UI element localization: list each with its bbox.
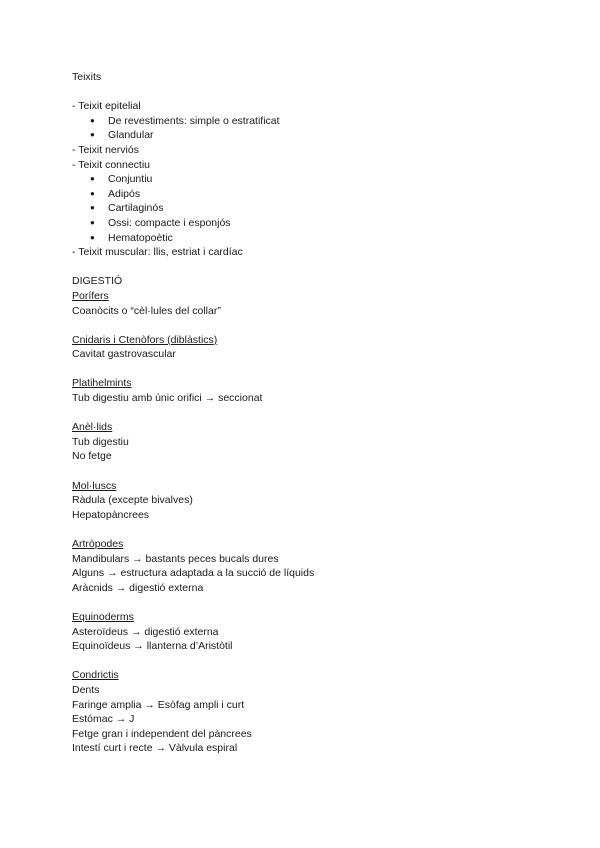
document-title: Teixits xyxy=(72,71,102,83)
group-heading: Porífers xyxy=(72,289,109,302)
group-heading: Mol·luscs xyxy=(72,479,117,492)
group-heading: Equinoderms xyxy=(72,610,134,623)
spacer xyxy=(72,260,532,275)
spacer xyxy=(72,464,532,479)
group-heading: Condrictis xyxy=(72,669,119,682)
spacer xyxy=(72,595,532,610)
tissue-muscular: - Teixit muscular: llis, estriat i cardíac xyxy=(72,246,243,259)
group-heading: Artròpodes xyxy=(72,538,124,550)
group-line: No fetge xyxy=(72,450,112,463)
group-section xyxy=(72,464,532,522)
spacer xyxy=(72,85,532,100)
spacer xyxy=(72,362,532,377)
group-section xyxy=(72,406,532,464)
group-line: Asteroïdeus → digestió externa xyxy=(72,625,219,638)
list-item: ● Hematopoètic xyxy=(72,231,532,246)
tissue-epithelial: - Teixit epitelial xyxy=(72,100,141,113)
spacer xyxy=(72,654,532,669)
group-line: Tub digestiu xyxy=(72,435,129,448)
list-item: ● Ossi: compacte i esponjós xyxy=(72,216,532,231)
group-section xyxy=(72,595,532,653)
spacer xyxy=(72,522,532,537)
spacer xyxy=(72,406,532,421)
list-item: ● Conjuntiu xyxy=(72,172,532,187)
list-item: ● Glandular xyxy=(72,128,532,143)
group-line: Hepatopàncrees xyxy=(72,508,150,521)
group-line: Coanòcits o “cèl·lules del collar” xyxy=(72,304,221,317)
group-line: Mandibulars → bastants peces bucals dures xyxy=(72,552,279,565)
group-line: Tub digestiu amb únic orifici → seccionat xyxy=(72,392,263,405)
digestion-groups xyxy=(72,289,532,756)
list-item: ● Cartilaginós xyxy=(72,201,532,216)
digestio-title: DIGESTIÓ xyxy=(72,275,123,288)
list-item: ● De revestiments: simple o estratificat xyxy=(72,114,532,129)
group-section xyxy=(72,289,532,318)
group-line: Fetge gran i independent del pàncrees xyxy=(72,727,252,740)
group-line: Faringe amplia → Esòfag ampli i curt xyxy=(72,698,245,711)
group-line: Cavitat gastrovascular xyxy=(72,348,176,361)
group-heading: Cnidaris i Ctenòfors (diblàstics) xyxy=(72,333,218,346)
tissue-nervous: - Teixit nerviós xyxy=(72,143,139,156)
group-line: Dents xyxy=(72,683,100,696)
group-line: Ràdula (excepte bivalves) xyxy=(72,494,193,507)
group-heading: Anèl·lids xyxy=(72,421,113,434)
spacer xyxy=(72,318,532,333)
list-item: ● Adipós xyxy=(72,187,532,202)
group-section xyxy=(72,362,532,406)
tissue-connective: - Teixit connectiu xyxy=(72,158,151,171)
group-line: Intestí curt i recte → Vàlvula espiral xyxy=(72,742,238,755)
group-line: Estómac → J xyxy=(72,713,135,726)
group-line: Aràcnids → digestió externa xyxy=(72,581,204,594)
group-line: Equinoïdeus → llanterna d’Aristòtil xyxy=(72,640,233,653)
group-heading: Platihelmints xyxy=(72,377,132,390)
group-line: Alguns → estructura adaptada a la succió de líquids xyxy=(72,567,315,580)
document-page xyxy=(72,70,532,756)
group-section xyxy=(72,522,532,595)
group-section xyxy=(72,318,532,362)
group-section xyxy=(72,654,532,756)
